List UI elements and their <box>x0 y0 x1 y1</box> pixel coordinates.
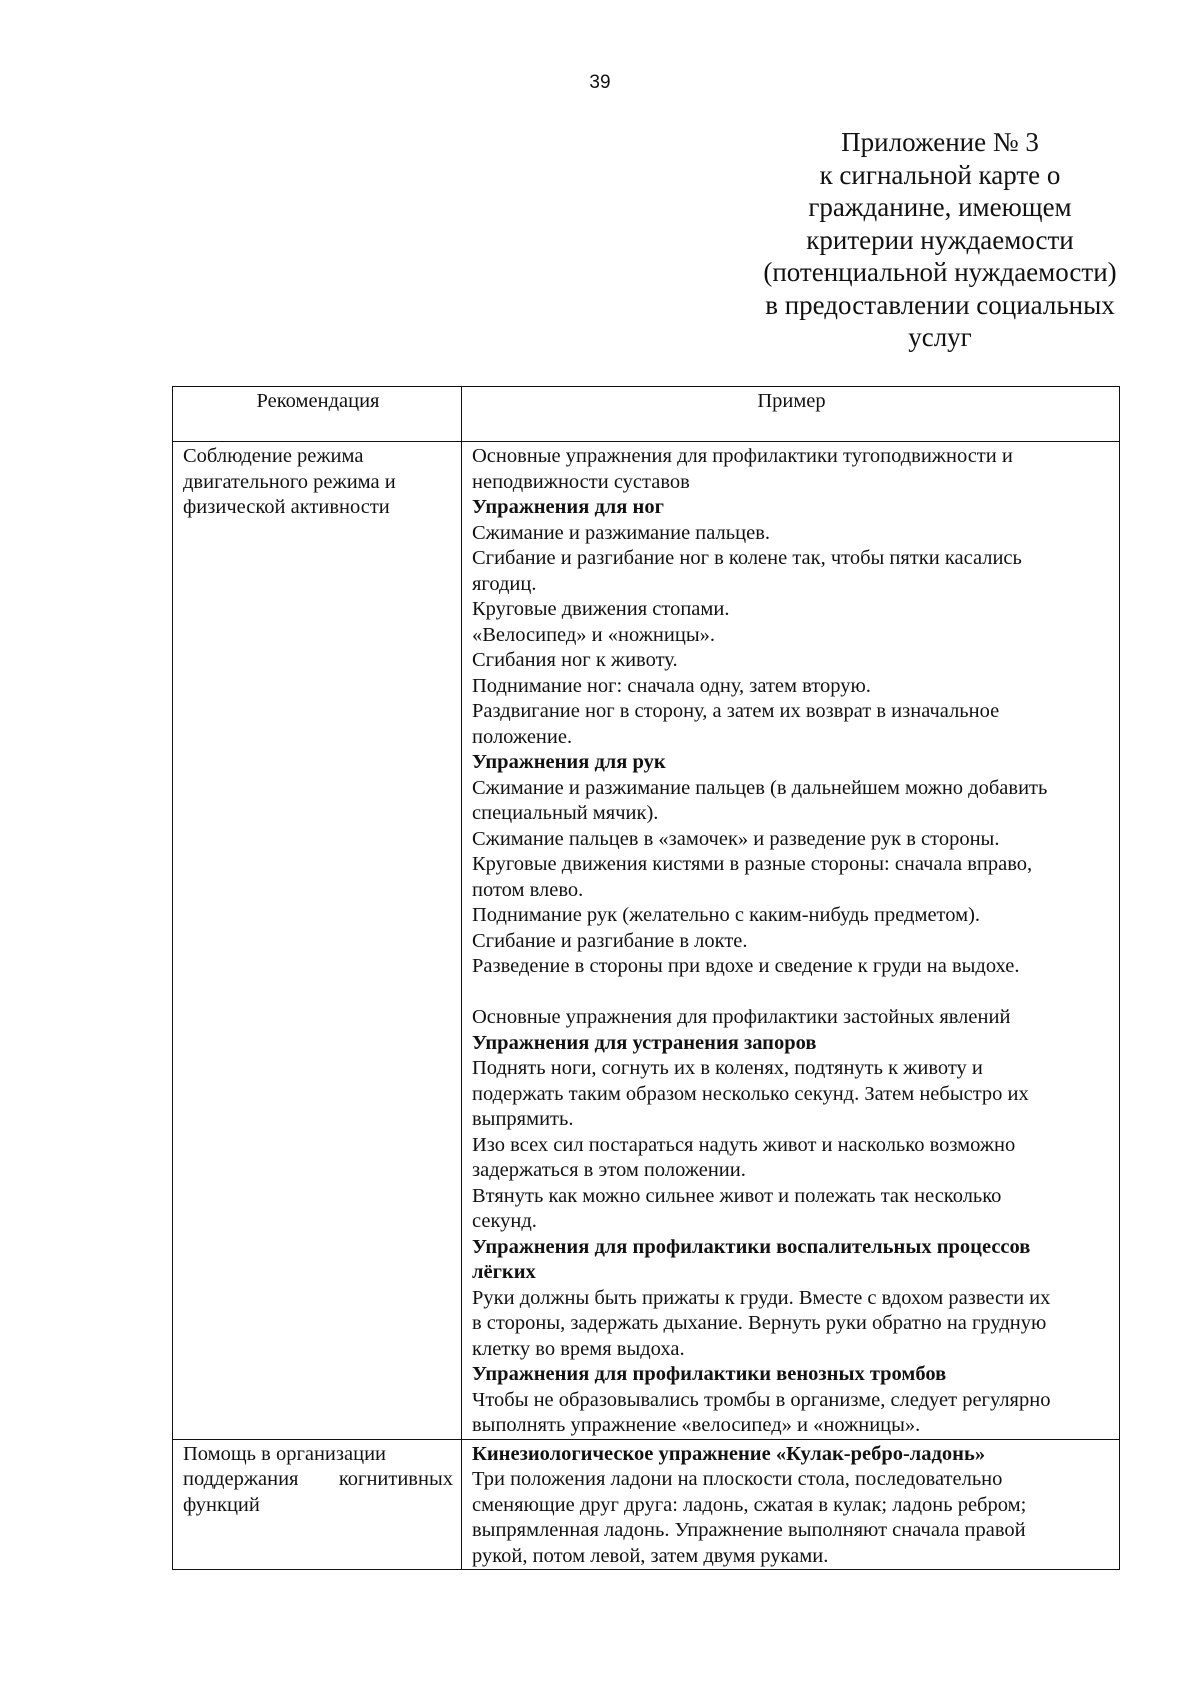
recommendation-line: функций <box>183 1493 260 1516</box>
example-line: рукой, потом левой, затем двумя руками. <box>472 1544 829 1567</box>
recommendation-cell <box>173 442 462 1440</box>
recommendations-table <box>172 386 1120 1570</box>
table-header-row <box>173 387 1120 442</box>
recommendation-cell <box>173 1439 462 1570</box>
recommendation-line: Соблюдение режима <box>183 445 364 467</box>
example-line: задержаться в этом положении. <box>472 1159 746 1181</box>
appendix-heading-line: в предоставлении социальных <box>765 289 1115 320</box>
recommendation-line: физической активности <box>183 496 390 518</box>
exercise-group-heading: Упражнения для профилактики воспалительных процессов <box>472 1235 1031 1258</box>
exercise-group-heading: Упражнения для устранения запоров <box>472 1031 817 1054</box>
example-line: потом влево. <box>472 878 584 901</box>
example-line: Основные упражнения для профилактики застойных явлений <box>472 1006 1011 1028</box>
example-line: в стороны, задержать дыхание. Вернуть руки обратно на грудную <box>472 1312 1047 1334</box>
example-line: Сгибание и разгибание ног в колене так, чтобы пятки касались <box>472 547 1022 569</box>
example-line: выполнять упражнение «велосипед» и «ножницы». <box>472 1414 921 1436</box>
exercise-group-heading: Упражнения для профилактики венозных тромбов <box>472 1363 947 1385</box>
recommendation-line: поддержания когнитивных <box>183 1468 453 1490</box>
example-line: подержать таким образом несколько секунд. Затем небыстро их <box>472 1082 1029 1105</box>
example-line: Сжимание и разжимание пальцев. <box>472 521 771 544</box>
example-line: положение. <box>472 725 573 748</box>
example-line: Сжимание пальцев в «замочек» и разведение рук в стороны. <box>472 827 1000 850</box>
example-line: Руки должны быть прижаты к груди. Вместе с вдохом развести их <box>472 1286 1051 1309</box>
example-line: ягодиц. <box>472 572 537 595</box>
example-cell <box>462 442 1120 1440</box>
example-line: Поднимание рук (желательно с каким-нибудь предметом). <box>472 904 981 926</box>
example-line: «Велосипед» и «ножницы». <box>472 623 715 646</box>
appendix-heading-line: Приложение № 3 <box>841 127 1039 157</box>
appendix-heading-line: (потенциальной нуждаемости) <box>763 257 1117 287</box>
table-row <box>173 1439 1120 1570</box>
recommendation-line: Помощь в организации <box>183 1442 387 1465</box>
exercise-group-heading: лёгких <box>472 1261 536 1283</box>
example-line: Сжимание и разжимание пальцев (в дальнейшем можно добавить <box>472 776 1048 799</box>
example-line: Втянуть как можно сильнее живот и полежать так несколько <box>472 1184 1002 1207</box>
example-line: Сгибание и разгибание в локте. <box>472 929 748 952</box>
example-line: Раздвигание ног в сторону, а затем их возврат в изначальное <box>472 700 1000 722</box>
paragraph-gap <box>472 980 1111 1006</box>
example-line: Круговые движения стопами. <box>472 598 730 620</box>
appendix-heading-line: гражданине, имеющем <box>808 192 1072 222</box>
example-line: Чтобы не образовывались тромбы в организме, следует регулярно <box>472 1388 1051 1411</box>
table-row <box>173 442 1120 1440</box>
exercise-group-heading: Упражнения для ног <box>472 496 664 518</box>
appendix-heading-line: услуг <box>908 322 972 352</box>
appendix-heading-line: к сигнальной карте о <box>819 159 1061 190</box>
example-line: выпрямленная ладонь. Упражнение выполняют сначала правой <box>472 1519 1026 1541</box>
example-line: неподвижности суставов <box>472 470 690 493</box>
example-line: Поднимание ног: сначала одну, затем вторую. <box>472 674 871 697</box>
example-line: Разведение в стороны при вдохе и сведение к груди на выдохе. <box>472 955 1020 977</box>
appendix-heading-line: критерии нуждаемости <box>806 224 1074 255</box>
exercise-group-heading: Упражнения для рук <box>472 751 666 773</box>
example-line: выпрямить. <box>472 1108 574 1130</box>
example-line: Основные упражнения для профилактики тугоподвижности и <box>472 445 1013 467</box>
exercise-group-heading: Кинезиологическое упражнение «Кулак-ребро-ладонь» <box>472 1442 986 1465</box>
header-recommendation: Рекомендация <box>173 387 462 442</box>
header-example: Пример <box>462 387 1120 442</box>
recommendation-line: двигательного режима и <box>183 470 396 493</box>
example-line: Три положения ладони на плоскости стола, последовательно <box>472 1468 1003 1490</box>
example-line: специальный мячик). <box>472 802 659 824</box>
example-line: секунд. <box>472 1210 537 1232</box>
example-cell <box>462 1439 1120 1570</box>
example-line: клетку во время выдоха. <box>472 1337 685 1360</box>
page-number: 39 <box>589 72 611 93</box>
example-line: Сгибания ног к животу. <box>472 649 678 671</box>
example-line: Изо всех сил постараться надуть живот и насколько возможно <box>472 1133 1016 1156</box>
appendix-heading <box>700 126 1180 354</box>
example-line: сменяющие друг друга: ладонь, сжатая в кулак; ладонь ребром; <box>472 1493 1027 1516</box>
example-line: Круговые движения кистями в разные стороны: сначала вправо, <box>472 853 1033 875</box>
example-line: Поднять ноги, согнуть их в коленях, подтянуть к животу и <box>472 1057 983 1079</box>
